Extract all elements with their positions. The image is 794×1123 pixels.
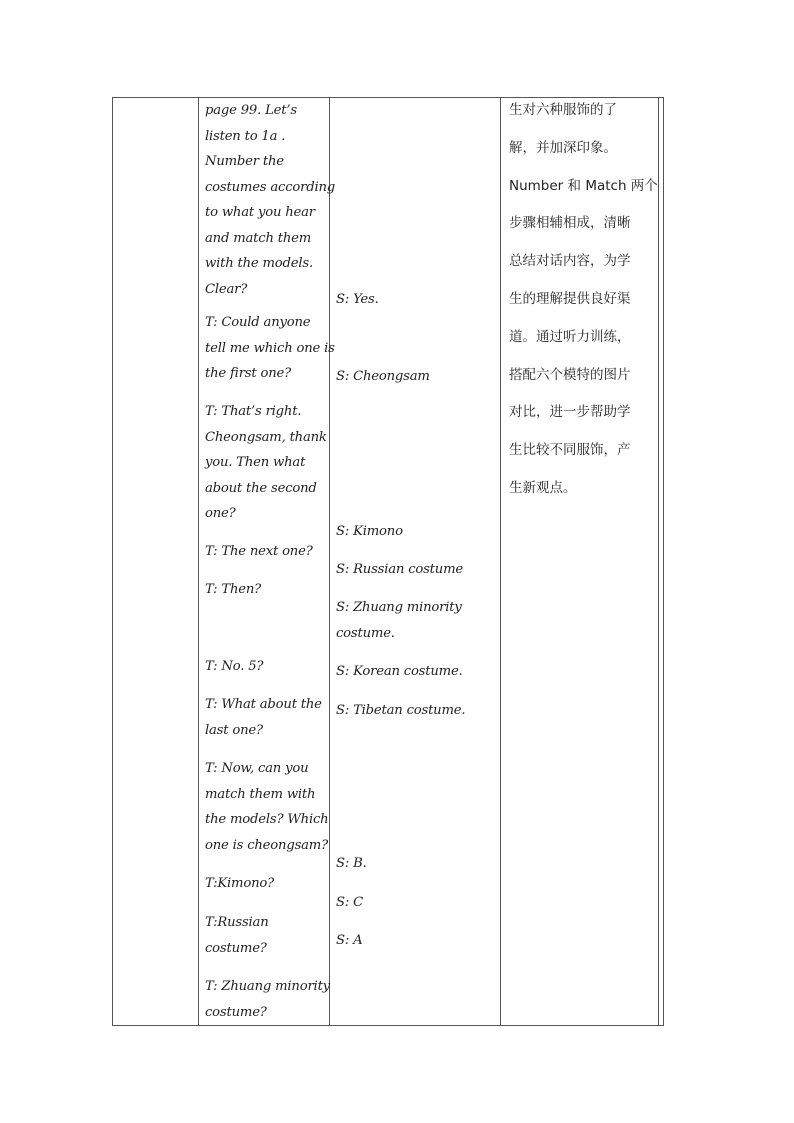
column-divider: [500, 98, 501, 1025]
dialogue-line: and match them: [205, 230, 312, 246]
dialogue-line: Cheongsam, thank: [205, 429, 327, 445]
dialogue-line: T:Russian: [205, 915, 269, 930]
dialogue-line: tell me which one is: [205, 340, 335, 356]
dialogue-line: S: B.: [336, 856, 367, 871]
purpose-line: 总结对话内容，为学: [509, 253, 631, 270]
dialogue-line: about the second: [205, 480, 317, 496]
dialogue-line: Clear?: [205, 281, 248, 297]
purpose-line: 搭配六个模特的图片: [509, 366, 631, 383]
dialogue-line: T:Kimono?: [205, 876, 274, 891]
dialogue-line: the first one?: [205, 366, 291, 381]
purpose-line: 生比较不同服饰，产: [509, 442, 631, 459]
dialogue-line: one is cheongsam?: [205, 837, 328, 853]
dialogue-line: S: Zhuang minority: [336, 600, 462, 615]
purpose-line: 道。通过听力训练，: [509, 328, 631, 345]
dialogue-line: S: Cheongsam: [336, 369, 430, 384]
dialogue-line: the models? Which: [205, 812, 329, 827]
purpose-line: 步骤相辅相成，清晰: [509, 215, 631, 232]
purpose-line: 生的理解提供良好渠: [509, 291, 631, 307]
dialogue-line: to what you hear: [205, 205, 315, 220]
purpose-line: Number 和 Match 两个: [509, 177, 658, 194]
dialogue-line: S: Tibetan costume.: [336, 703, 466, 718]
column-divider: [329, 98, 330, 1025]
column-divider: [658, 98, 659, 1025]
dialogue-line: T: The next one?: [205, 544, 313, 559]
dialogue-line: match them with: [205, 786, 316, 802]
dialogue-line: you. Then what: [205, 455, 306, 470]
dialogue-line: S: A: [336, 933, 363, 948]
dialogue-line: T: Then?: [205, 582, 262, 597]
dialogue-line: last one?: [205, 722, 263, 738]
dialogue-line: T: That’s right.: [205, 404, 302, 419]
dialogue-line: Number the: [205, 154, 284, 169]
lesson-plan-table: [112, 97, 664, 1026]
purpose-line: 生对六种服饰的了: [509, 102, 617, 118]
dialogue-line: costume?: [205, 1004, 267, 1020]
purpose-line: 对比，进一步帮助学: [509, 404, 631, 421]
dialogue-line: T: Now, can you: [205, 761, 309, 776]
dialogue-line: T: No. 5?: [205, 659, 264, 674]
dialogue-line: costume?: [205, 940, 267, 956]
dialogue-line: with the models.: [205, 256, 313, 271]
dialogue-line: S: Russian costume: [336, 562, 463, 577]
dialogue-line: listen to 1a .: [205, 128, 286, 144]
dialogue-line: one?: [205, 506, 236, 521]
dialogue-line: T: What about the: [205, 697, 322, 712]
dialogue-line: page 99. Let’s: [205, 103, 297, 118]
purpose-line: 解，并加深印象。: [509, 139, 617, 156]
dialogue-line: S: Kimono: [336, 524, 403, 539]
dialogue-line: S: C: [336, 895, 363, 910]
dialogue-line: S: Yes.: [336, 292, 379, 307]
dialogue-line: S: Korean costume.: [336, 664, 463, 679]
dialogue-line: costumes according: [205, 179, 336, 195]
dialogue-line: T: Could anyone: [205, 315, 311, 330]
dialogue-line: costume.: [336, 625, 395, 641]
dialogue-line: T: Zhuang minority: [205, 979, 330, 994]
column-divider: [198, 98, 199, 1025]
purpose-line: 生新观点。: [509, 480, 577, 496]
